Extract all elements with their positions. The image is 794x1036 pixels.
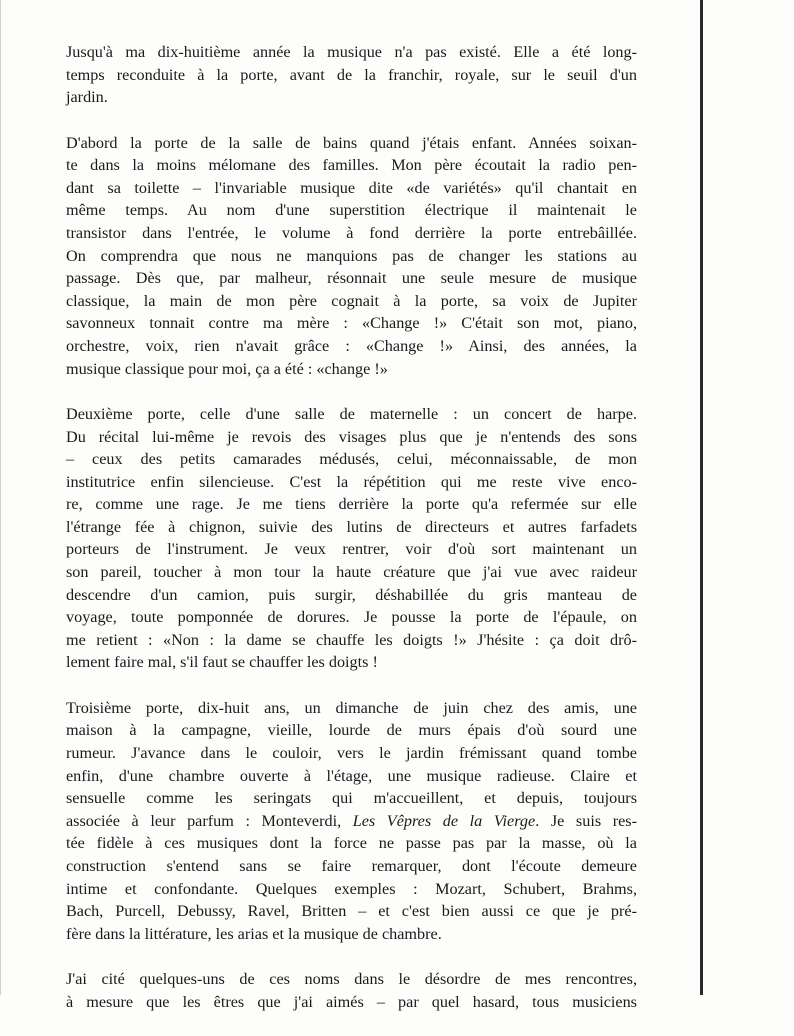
text-run: . Je suis res- (535, 811, 637, 830)
text-line (66, 810, 637, 833)
text-run: associée à leur parfum : Monteverdi, (66, 811, 353, 830)
paragraph (66, 697, 637, 946)
text-line (66, 448, 637, 471)
text-line (66, 991, 637, 1014)
text-line (66, 199, 637, 222)
text-line (66, 41, 637, 64)
text-run: musique classique pour moi, ça a été : «change !» (66, 359, 388, 378)
text-run: Jusqu'à ma dix-huitième année la musique n'a pas existé. Elle a été long- (66, 43, 637, 61)
paragraph (66, 41, 637, 109)
text-line (66, 403, 637, 426)
text-run: même temps. Au nom d'une superstition électrique il maintenait le (66, 201, 637, 220)
page-right-edge-shadow (700, 0, 703, 995)
text-run: Du récital lui-même je revois des visages plus que je n'entends des sons (66, 427, 637, 446)
text-run: intime et confondante. Quelques exemples : Mozart, Schubert, Brahms, (66, 879, 637, 898)
text-line (66, 742, 637, 765)
text-line (66, 64, 637, 87)
text-line (66, 832, 637, 855)
text-line (66, 855, 637, 878)
text-line (66, 290, 637, 313)
text-line (66, 312, 637, 335)
text-line (66, 629, 637, 652)
text-run: rumeur. J'avance dans le couloir, vers le jardin frémissant quand tombe (66, 744, 637, 763)
text-line (66, 923, 637, 946)
paragraph (66, 403, 637, 674)
text-line (66, 132, 637, 155)
text-line (66, 787, 637, 810)
text-run: son pareil, toucher à mon tour la haute créature que j'ai vue avec raideur (66, 563, 637, 582)
text-run: porteurs de l'instrument. Je veux rentrer, voir d'où sort maintenant un (66, 540, 637, 559)
text-line (66, 651, 637, 674)
text-run: Deuxième porte, celle d'une salle de maternelle : un concert de harpe. (66, 404, 637, 423)
text-line (66, 584, 637, 607)
text-line (66, 245, 637, 268)
text-run: lement faire mal, s'il faut se chauffer les doigts ! (66, 653, 378, 672)
page-left-edge (0, 0, 1, 995)
text-run: te dans la moins mélomane des familles. Mon père écoutait la radio pen- (66, 156, 637, 175)
text-line (66, 538, 637, 561)
body-text (66, 41, 637, 1036)
text-run: Troisième porte, dix-huit ans, un dimanche de juin chez des amis, une (66, 698, 637, 717)
text-run: temps reconduite à la porte, avant de la franchir, royale, sur le seuil d'un (66, 65, 637, 84)
text-line (66, 516, 637, 539)
text-run: passage. Dès que, par malheur, résonnait une seule mesure de musique (66, 269, 637, 288)
text-run: fère dans la littérature, les arias et la musique de chambre. (66, 924, 442, 943)
text-run: voyage, toute pomponnée de dorures. Je pousse la porte de l'épaule, on (66, 608, 637, 627)
text-line (66, 968, 637, 991)
text-line (66, 493, 637, 516)
text-run: institutrice enfin silencieuse. C'est la répétition qui me reste vive enco- (66, 472, 637, 491)
text-run: – ceux des petits camarades médusés, celui, méconnaissable, de mon (66, 450, 637, 469)
text-line (66, 222, 637, 245)
text-run: classique, la main de mon père cognait à la porte, sa voix de Jupiter (66, 291, 637, 310)
text-line (66, 335, 637, 358)
text-line (66, 719, 637, 742)
text-line (66, 900, 637, 923)
text-run: re, comme une rage. Je me tiens derrière la porte qu'a refermée sur elle (66, 495, 637, 514)
text-line (66, 765, 637, 788)
text-run: sensuelle comme les seringats qui m'accueillent, et depuis, toujours (66, 789, 637, 808)
text-line (66, 426, 637, 449)
text-line (66, 561, 637, 584)
paragraph (66, 132, 637, 381)
text-run: me retient : «Non : la dame se chauffe les doigts !» J'hésite : ça doit drô- (66, 630, 637, 649)
text-run: dant sa toilette – l'invariable musique dite «de variétés» qu'il chantait en (66, 178, 637, 197)
text-run: D'abord la porte de la salle de bains quand j'étais enfant. Années soixan- (66, 133, 637, 152)
text-run: l'étrange fée à chignon, suivie des lutins de directeurs et autres farfadets (66, 517, 637, 536)
text-run: maison à la campagne, vieille, lourde de murs épais d'où sourd une (66, 721, 637, 740)
text-run: transistor dans l'entrée, le volume à fond derrière la porte entrebâillée. (66, 223, 637, 242)
text-line (66, 177, 637, 200)
text-run: Bach, Purcell, Debussy, Ravel, Britten – et c'est bien aussi ce que je pré- (66, 902, 637, 921)
text-run: construction s'entend sans se faire remarquer, dont l'écoute demeure (66, 856, 637, 875)
paragraph (66, 968, 637, 1013)
text-line (66, 697, 637, 720)
text-run: savonneux tonnait contre ma mère : «Change !» C'était son mot, piano, (66, 314, 637, 333)
text-run: orchestre, voix, rien n'avait grâce : «Change !» Ainsi, des années, la (66, 336, 637, 355)
text-run: On comprendra que nous ne manquions pas de changer les stations au (66, 246, 637, 265)
text-line (66, 154, 637, 177)
text-run: descendre d'un camion, puis surgir, déshabillée du gris manteau de (66, 585, 637, 604)
text-run: jardin. (66, 88, 108, 107)
text-line (66, 606, 637, 629)
text-run: tée fidèle à ces musiques dont la force ne passe pas par la masse, où la (66, 834, 637, 853)
italic-title: Les Vêpres de la Vierge (352, 811, 536, 830)
text-run: enfin, d'une chambre ouverte à l'étage, une musique radieuse. Claire et (66, 766, 637, 785)
text-run: J'ai cité quelques-uns de ces noms dans le désordre de mes rencontres, (66, 970, 637, 989)
text-line (66, 358, 637, 381)
text-line (66, 471, 637, 494)
text-line (66, 267, 637, 290)
text-run: à mesure que les êtres que j'ai aimés – par quel hasard, tous musiciens (66, 992, 637, 1011)
text-line (66, 878, 637, 901)
text-line (66, 86, 637, 109)
